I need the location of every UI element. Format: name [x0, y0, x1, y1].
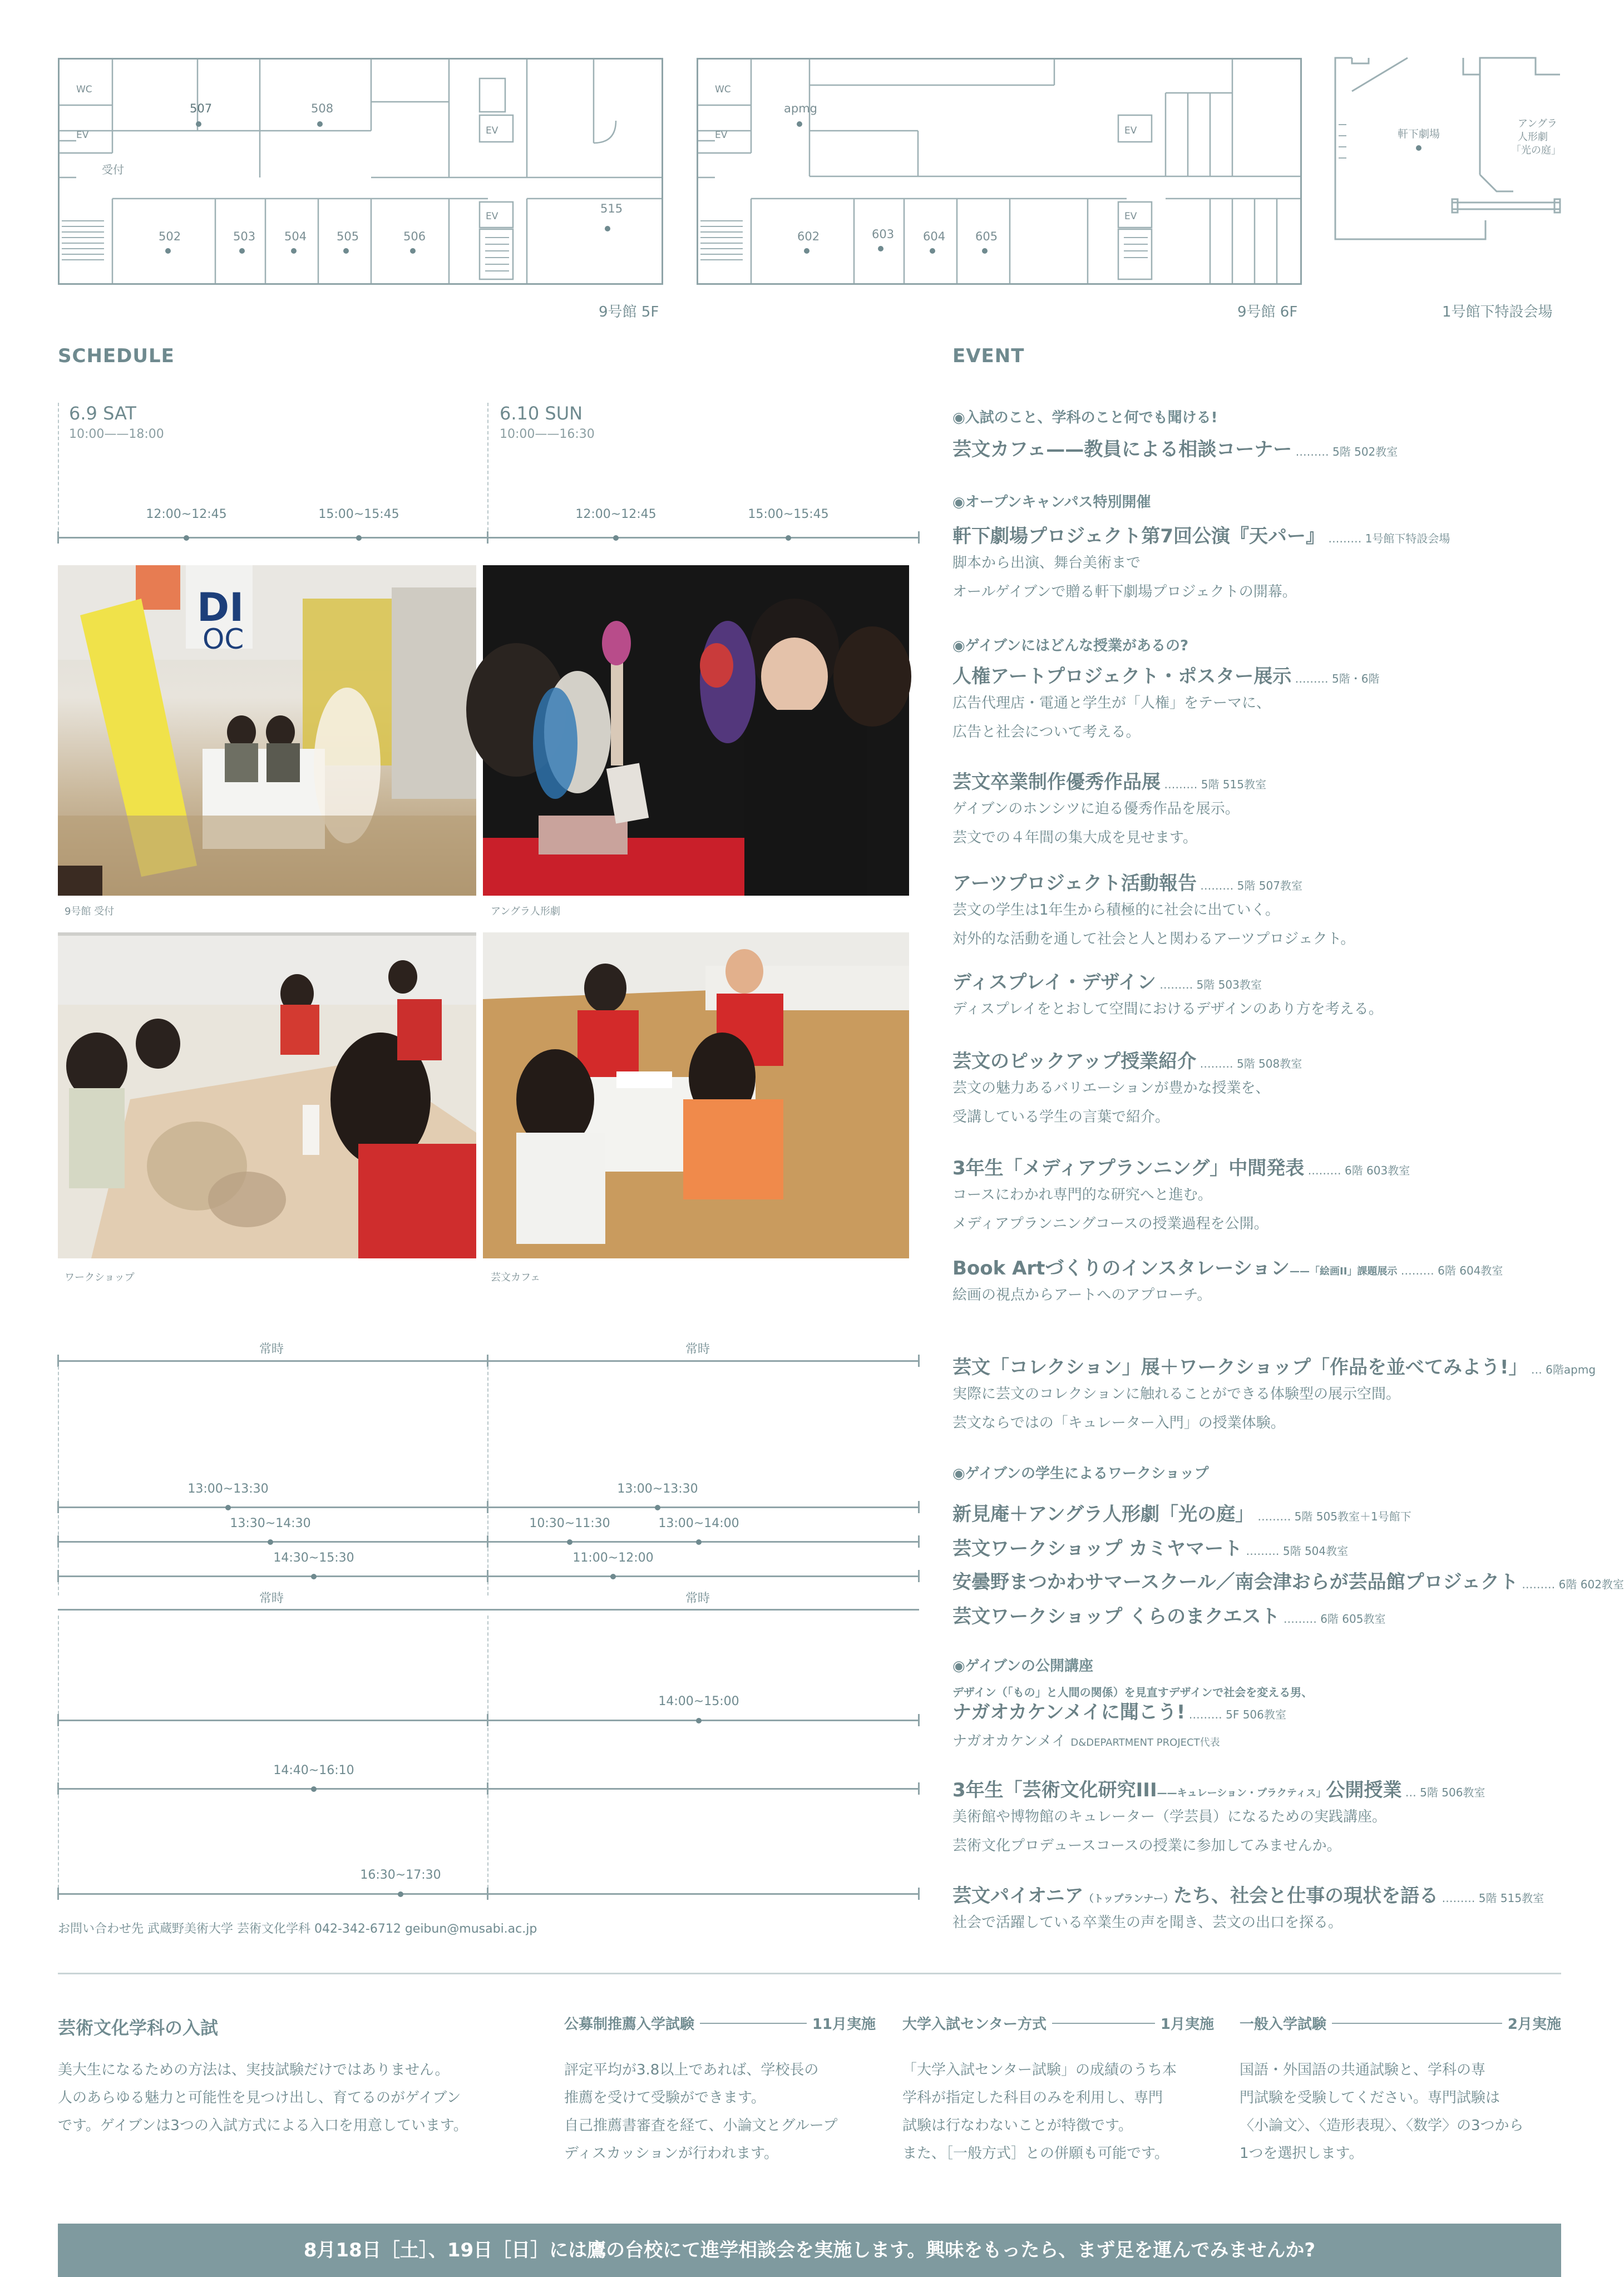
time-label: 12:00~12:45	[146, 507, 227, 521]
text-line: 1つを選択します。	[1240, 2145, 1364, 2162]
event-title	[952, 1775, 1485, 1802]
event-title	[952, 661, 1379, 688]
timeline-ws2	[58, 1541, 919, 1543]
event-location: ……… 5階 507教室	[1196, 879, 1302, 892]
event-title-text: 軒下劇場プロジェクト第7回公演『天パー』	[952, 525, 1325, 547]
event-location: ……… 5階 502教室	[1292, 445, 1398, 458]
event-title	[952, 1697, 1286, 1724]
time-label: 13:00~13:30	[187, 1482, 269, 1496]
schedule-heading: SCHEDULE	[58, 345, 175, 367]
time-label: 13:00~13:30	[617, 1482, 698, 1496]
day2-guide	[487, 403, 488, 536]
floor-plan-6f	[697, 58, 1302, 285]
text-line: 門試験を受験してください。専門試験は	[1240, 2090, 1500, 2106]
photo-caption: 芸文カフェ	[491, 1272, 541, 1283]
room-label: 受付	[102, 163, 124, 176]
room-label: 507	[190, 102, 213, 115]
timeline-tick	[57, 1501, 59, 1513]
admission-method-name: 公募制推薦入学試験	[564, 2016, 695, 2033]
event-location: … 5階 506教室	[1401, 1786, 1485, 1799]
admission-col1-text	[564, 2056, 837, 2167]
timeline-tick	[487, 1535, 488, 1548]
event-title	[952, 434, 1398, 461]
description-line: コースにわかれ専門的な研究へと進む。	[952, 1187, 1212, 1203]
description-line: 芸文の魅力あるバリエーションが豊かな授業を、	[952, 1080, 1270, 1096]
timeline-lecture2	[58, 1788, 919, 1790]
room-label: 515	[600, 202, 623, 215]
admission-col1-head	[564, 2013, 876, 2033]
event-title-text: 芸文ワークショップ くらのまクエスト	[952, 1606, 1280, 1628]
event-title	[952, 521, 1450, 548]
room-label: WC	[76, 84, 92, 95]
admission-col2-text	[902, 2056, 1177, 2167]
room-label: 605	[975, 230, 998, 243]
event-description	[952, 1281, 1211, 1310]
photo-workshop	[58, 932, 476, 1258]
time-label: 12:00~12:45	[575, 507, 656, 521]
day1-guide	[58, 1616, 59, 1888]
admission-method-month: 11月実施	[812, 2016, 876, 2033]
event-title-text: Book Artづくりのインスタレーション	[952, 1257, 1290, 1280]
event-location: ……… 6階 605教室	[1280, 1612, 1386, 1626]
event-title-text: 公開授業	[1326, 1779, 1402, 1801]
event-title-text: 芸文「コレクション」展＋ワークショップ「作品を並べてみよう!」	[952, 1356, 1528, 1379]
room-label: 604	[923, 230, 946, 243]
timeline-dot	[268, 1539, 273, 1545]
admission-col3-text	[1240, 2056, 1524, 2167]
open-campus-banner: 8月18日［土］、19日［日］には鷹の台校にて進学相談会を実施します。興味をもったら、まず足を運んでみませんか?	[58, 2224, 1561, 2277]
text-line: 自己推薦書審査を経て、小論文とグループ	[564, 2117, 838, 2134]
description-line: 芸術文化プロデュースコースの授業に参加してみませんか。	[952, 1838, 1341, 1854]
event-description	[952, 794, 1240, 852]
text-line: ディスカッションが行われます。	[564, 2145, 779, 2162]
timeline-always	[58, 1360, 919, 1362]
timeline-tick	[57, 1714, 59, 1726]
floor-plan-6f-caption: 9号館 6F	[1237, 304, 1298, 320]
always-label: 常時	[259, 1592, 284, 1606]
room-label: EV	[76, 130, 89, 141]
event-title-text: ディスプレイ・デザイン	[952, 971, 1156, 994]
room-label: 603	[872, 228, 895, 241]
day2-guide	[487, 1616, 488, 1888]
timeline-tick	[487, 1714, 488, 1726]
time-label: 14:40~16:10	[273, 1764, 354, 1777]
event-title-text: 3年生「芸術文化研究III	[952, 1779, 1157, 1801]
floor-plan-special-venue	[1335, 58, 1560, 241]
timeline-tick	[57, 1888, 59, 1900]
timeline-ws-always	[58, 1609, 919, 1611]
description-line: 脚本から出演、舞台美術まで	[952, 555, 1141, 571]
rule	[1332, 2023, 1502, 2024]
always-label: 常時	[259, 1342, 284, 1356]
timeline-tick	[57, 1535, 59, 1548]
event-title	[952, 1880, 1544, 1908]
event-subtitle: ——キュレーション・プラクティス」	[1157, 1787, 1326, 1799]
timeline-tick	[57, 1782, 59, 1795]
time-label: 15:00~15:45	[318, 507, 399, 521]
timeline-lecture3	[58, 1893, 919, 1895]
description-line: 芸文ならではの「キュレーター入門」の授業体験。	[952, 1415, 1285, 1431]
event-description	[952, 1380, 1400, 1438]
timeline-dot	[184, 535, 189, 541]
event-location: ……… 6階 603教室	[1304, 1164, 1410, 1177]
svg-text:OC: OC	[203, 623, 244, 655]
day1-hours: 10:00——18:00	[69, 427, 164, 441]
event-title-text: ナガオカケンメイに聞こう!	[952, 1701, 1186, 1723]
photo-caption: 9号館 受付	[65, 906, 115, 917]
event-lecturer	[952, 1730, 1220, 1754]
timeline-tick	[918, 531, 920, 544]
text-line: 国語・外国語の共通試験と、学科の専	[1240, 2062, 1486, 2078]
room-label: 506	[403, 230, 426, 243]
floor-plan-5f	[58, 58, 663, 285]
event-description	[952, 1908, 1342, 1937]
day1-guide	[58, 1366, 59, 1596]
text-line: 評定平均が3.8以上であれば、学校長の	[564, 2062, 819, 2078]
photo-caption: アングラ人形劇	[491, 906, 560, 917]
event-description	[952, 1181, 1268, 1238]
description-line: 広告代理店・電通と学生が「人権」をテーマに、	[952, 695, 1271, 712]
timeline-tick	[487, 1355, 488, 1367]
section-divider	[58, 1973, 1561, 1974]
timeline-tick	[57, 1355, 59, 1367]
time-label: 16:30~17:30	[360, 1868, 441, 1882]
event-location: ……… 5F 506教室	[1185, 1708, 1286, 1721]
room-label: 504	[284, 230, 307, 243]
timeline-ws1	[58, 1507, 919, 1508]
timeline-tick	[918, 1888, 920, 1900]
room-label: EV	[715, 130, 728, 141]
svg-text:DI: DI	[197, 585, 244, 630]
room-label: 602	[797, 230, 820, 243]
day2-hours: 10:00——16:30	[500, 427, 595, 441]
timeline-ws3	[58, 1575, 919, 1577]
timeline-tick	[487, 531, 488, 544]
event-title	[952, 1352, 1596, 1379]
event-title	[952, 1253, 1503, 1280]
timeline-tick	[487, 1570, 488, 1582]
event-lecture-tagline: デザイン（「もの」と人間の関係）を見直すデザインで社会を変える男、	[952, 1686, 1313, 1699]
description-line: 実際に芸文のコレクションに触れることができる体験型の展示空間。	[952, 1386, 1400, 1402]
contact-info: お問い合わせ先 武蔵野美術大学 芸術文化学科 042-342-6712 geibun@musabi.ac.jp	[58, 1922, 537, 1936]
floor-plan-5f-caption: 9号館 5F	[599, 304, 659, 320]
text-line: また、［一般方式］との併願も可能です。	[902, 2145, 1169, 2162]
description-line: メディアプランニングコースの授業過程を公開。	[952, 1216, 1268, 1232]
event-description	[952, 995, 1383, 1024]
event-title	[952, 1567, 1624, 1594]
event-location: … 6階apmg	[1527, 1363, 1596, 1376]
room-label: EV	[486, 125, 498, 136]
intro-line: 人のあらゆる魅力と可能性を見つけ出し、育てるのがゲイブン	[58, 2090, 461, 2106]
event-category: ◉ゲイブンの学生によるワークショップ	[952, 1465, 1209, 1482]
room-label: EV	[1124, 211, 1137, 222]
admissions-intro	[58, 2056, 468, 2140]
timeline-tick	[918, 1535, 920, 1548]
description-line: オールゲイブンで贈る軒下劇場プロジェクトの開幕。	[952, 584, 1297, 600]
description-line: 社会で活躍している卒業生の声を聞き、芸文の出口を探る。	[952, 1914, 1342, 1931]
event-category: ◉ゲイブンの公開講座	[952, 1658, 1094, 1675]
event-title-text: 芸文パイオニア	[952, 1885, 1084, 1907]
timeline-tick	[918, 1714, 920, 1726]
event-description	[952, 896, 1355, 954]
event-description	[952, 1802, 1386, 1860]
room-label: 505	[337, 230, 359, 243]
timeline-tick	[918, 1782, 920, 1795]
event-description	[952, 689, 1271, 747]
description-line: 美術館や博物館のキュレーター（学芸員）になるための実践講座。	[952, 1809, 1387, 1825]
event-title	[952, 868, 1302, 895]
event-heading: EVENT	[952, 345, 1025, 367]
event-title	[952, 1533, 1348, 1560]
venue-label: 人形劇	[1518, 131, 1548, 143]
intro-line: 美大生になるための方法は、実技試験だけではありません。	[58, 2062, 450, 2078]
day1-guide	[58, 403, 59, 536]
event-location: ……… 5階・6階	[1291, 672, 1380, 685]
event-title-text: アーツプロジェクト活動報告	[952, 872, 1197, 895]
description-line: ゲイブンのホンシツに迫る優秀作品を展示。	[952, 801, 1240, 817]
event-category: ◉オープンキャンパス特別開催	[952, 494, 1151, 511]
event-title-text: 新見庵＋アングラ人形劇「光の庭」	[952, 1503, 1254, 1525]
event-location: ……… 5階 515教室	[1161, 778, 1266, 791]
photo-reception	[58, 565, 476, 896]
time-label: 13:00~14:00	[658, 1517, 739, 1530]
admission-method-name: 一般入学試験	[1240, 2016, 1327, 2033]
day1-label: 6.9 SAT	[69, 403, 136, 424]
event-title	[952, 1046, 1302, 1073]
text-line: 学科が指定した科目のみを利用し、専門	[902, 2090, 1163, 2106]
event-title-text: 芸文のピックアップ授業紹介	[952, 1050, 1197, 1073]
event-title-text: 芸文カフェ——教員による相談コーナー	[952, 438, 1292, 461]
event-location: ……… 5階 515教室	[1438, 1891, 1544, 1905]
description-line: 絵画の視点からアートへのアプローチ。	[952, 1287, 1212, 1303]
intro-line: です。ゲイブンは3つの入試方式による入口を用意しています。	[58, 2117, 468, 2134]
admission-method-month: 2月実施	[1507, 2016, 1561, 2033]
timeline-tick	[487, 1782, 488, 1795]
room-label: 508	[311, 102, 334, 115]
rule	[700, 2023, 807, 2024]
event-location: ……… 5階 504教室	[1242, 1544, 1349, 1558]
event-location: ……… 5階 505教室＋1号館下	[1253, 1510, 1411, 1523]
admission-method-name: 大学入試センター方式	[902, 2016, 1047, 2033]
event-category: ◉入試のこと、学科のこと何でも聞ける!	[952, 409, 1218, 426]
timeline-tick	[57, 1570, 59, 1582]
day2-label: 6.10 SUN	[500, 403, 583, 424]
timeline-tick	[918, 1570, 920, 1582]
admissions-title: 芸術文化学科の入試	[58, 2017, 219, 2038]
description-line: 広告と社会について考える。	[952, 724, 1141, 740]
room-label: WC	[715, 84, 731, 95]
timeline-dot	[311, 1574, 317, 1579]
admission-method-month: 1月実施	[1160, 2016, 1214, 2033]
timeline-tick	[487, 1501, 488, 1513]
text-line: 推薦を受けて受験ができます。	[564, 2090, 766, 2106]
event-location: ……… 1号館下特設会場	[1324, 532, 1450, 545]
timeline-dot	[356, 535, 362, 541]
photo-caption: ワークショップ	[65, 1272, 135, 1283]
timeline-tick	[918, 1501, 920, 1513]
timeline-tick	[918, 1355, 920, 1367]
event-title	[952, 967, 1262, 994]
timeline-dot	[613, 535, 619, 541]
description-line: 受講している学生の言葉で紹介。	[952, 1109, 1170, 1125]
admission-col2-head	[902, 2013, 1214, 2033]
photo-cafe	[483, 932, 909, 1258]
time-label: 15:00~15:45	[748, 507, 829, 521]
event-title-text: 芸文ワークショップ カミヤマート	[952, 1538, 1243, 1560]
time-label: 13:30~14:30	[230, 1517, 311, 1530]
event-location: ……… 6階 602教室	[1518, 1578, 1624, 1591]
event-category: ◉ゲイブンにはどんな授業があるの?	[952, 638, 1189, 654]
event-title	[952, 1153, 1410, 1180]
event-title-text: 人権アートプロジェクト・ポスター展示	[952, 665, 1292, 688]
lecturer-name: ナガオカケンメイ	[952, 1733, 1071, 1750]
timeline-dot	[225, 1505, 231, 1510]
description-line: ディスプレイをとおして空間におけるデザインのあり方を考える。	[952, 1001, 1383, 1018]
admission-col3-head	[1240, 2013, 1561, 2033]
timeline-dot	[567, 1539, 572, 1545]
venue-label: 軒下劇場	[1398, 128, 1440, 140]
time-label: 11:00~12:00	[572, 1551, 654, 1565]
timeline-dot	[655, 1505, 660, 1510]
rule	[1052, 2023, 1155, 2024]
timeline-dot	[398, 1891, 403, 1897]
room-label: EV	[1124, 125, 1137, 136]
event-subtitle: ——「絵画II」課題展示	[1290, 1266, 1398, 1277]
time-label: 14:00~15:00	[658, 1695, 739, 1708]
event-title-text: 安曇野まつかわサマースクール／南会津おらが芸品館プロジェクト	[952, 1571, 1518, 1593]
always-label: 常時	[685, 1592, 710, 1606]
event-location: ……… 6階 604教室	[1397, 1264, 1503, 1277]
timeline-tick	[57, 531, 59, 544]
text-line: 「大学入試センター試験」の成績のうち本	[902, 2062, 1177, 2078]
event-title-text: 芸文卒業制作優秀作品展	[952, 771, 1161, 793]
timeline-tick	[487, 1888, 488, 1900]
timeline-dot	[610, 1574, 616, 1579]
time-label: 10:30~11:30	[529, 1517, 610, 1530]
timeline-dot	[311, 1786, 317, 1792]
event-location: ……… 5階 508教室	[1196, 1057, 1302, 1070]
photo-puppet-theatre	[483, 565, 909, 896]
event-title	[952, 767, 1266, 794]
event-description	[952, 549, 1297, 606]
description-line: 芸文の学生は1年生から積極的に社会に出ていく。	[952, 902, 1280, 918]
room-label: 502	[159, 230, 181, 243]
event-title-text: 3年生「メディアプランニング」中間発表	[952, 1157, 1305, 1179]
venue-label: アングラ	[1518, 118, 1557, 130]
room-label: apmg	[784, 102, 817, 115]
day2-guide	[487, 1366, 488, 1596]
timeline-dot	[696, 1539, 702, 1545]
always-label: 常時	[685, 1342, 710, 1356]
floor-plan-special-caption: 1号館下特設会場	[1442, 304, 1553, 320]
room-label: 503	[233, 230, 256, 243]
description-line: 芸文での４年間の集大成を見せます。	[952, 829, 1197, 846]
event-title-text: たち、社会と仕事の現状を語る	[1173, 1885, 1439, 1907]
text-line: 試験は行なわないことが特徴です。	[902, 2117, 1133, 2134]
venue-label: 「光の庭」	[1511, 145, 1561, 156]
event-subtitle: （トップランナー）	[1083, 1893, 1174, 1905]
room-label: EV	[486, 211, 498, 222]
lecturer-affiliation: D&DEPARTMENT PROJECT代表	[1070, 1737, 1220, 1749]
description-line: 対外的な活動を通して社会と人と関わるアーツプロジェクト。	[952, 931, 1355, 947]
event-description	[952, 1074, 1270, 1132]
timeline-dot	[696, 1718, 702, 1723]
event-location: ……… 5階 503教室	[1156, 978, 1262, 991]
text-line: 〈小論文〉、〈造形表現〉、〈数学〉の3つから	[1240, 2117, 1524, 2134]
timeline-dot	[786, 535, 791, 541]
event-title	[952, 1601, 1385, 1628]
timeline-lecture1	[58, 1720, 919, 1721]
event-title	[952, 1499, 1411, 1526]
time-label: 14:30~15:30	[273, 1551, 354, 1565]
